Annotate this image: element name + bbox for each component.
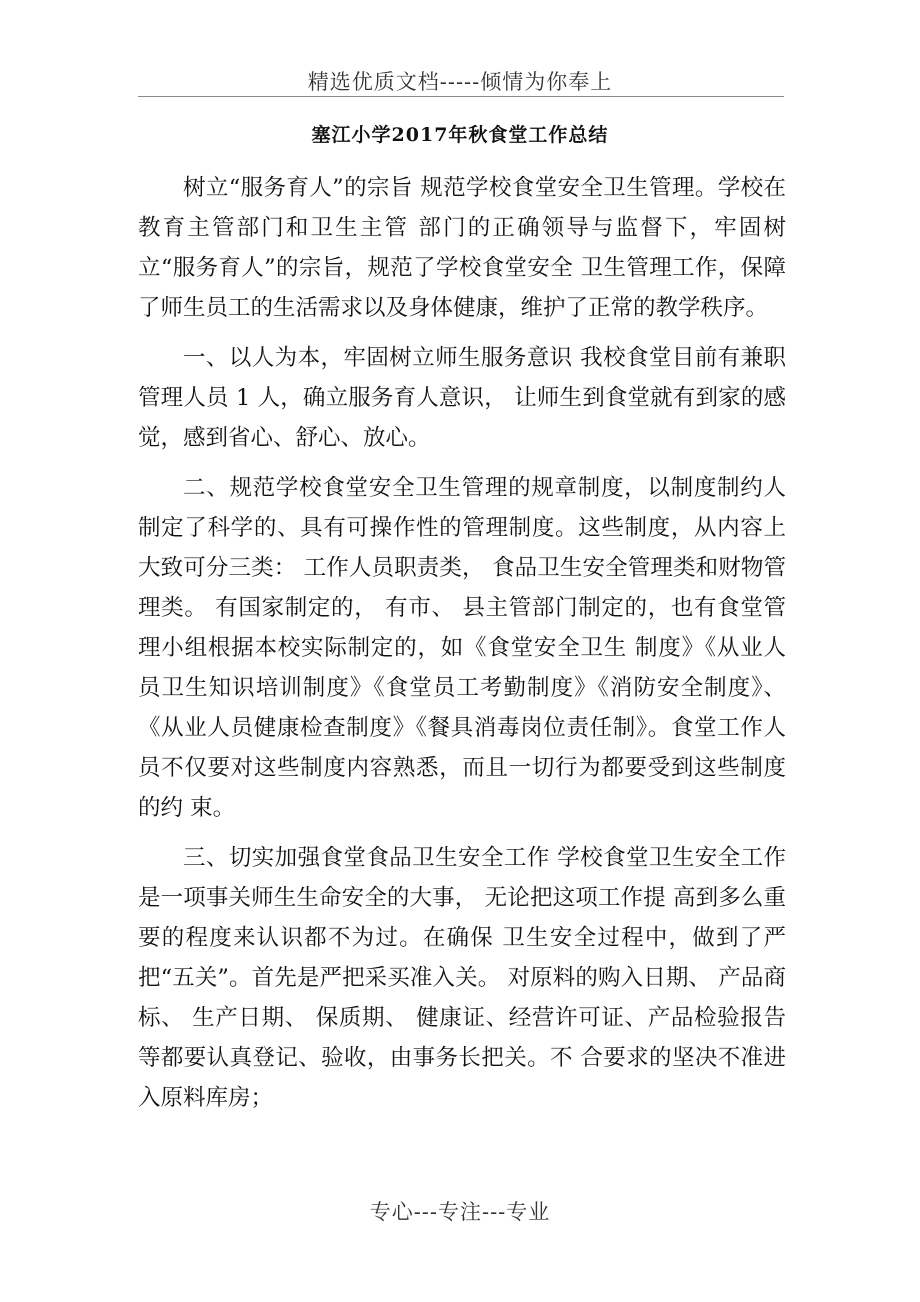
paragraph-section-1: 一、以人为本，牢固树立师生服务意识 我校食堂目前有兼职管理人员 1 人，确立服务育人意识， 让师生到食堂就有到家的感觉，感到省心、舒心、放心。 — [138, 345, 786, 451]
header-divider — [138, 96, 784, 97]
page-footer: 专心---专注---专业 — [369, 1200, 551, 1224]
paragraph-section-2: 二、规范学校食堂安全卫生管理的规章制度，以制度制约人 制定了科学的、具有可操作性的管理制度。这些制度，从内容上大致可分三类： 工作人员职责类， 食品卫生安全管理类和财物管理类。 有国家制定的， 有市、 县主管部门制定的，也有食堂管理小组根据本校实际制定的，如《食堂安全卫生 制度》《从业人员卫生知识培训制度》《食堂员工考勤制度》《消防安全制度》、《从业人员健康检查制度》《餐具消毒岗位责任制》。食堂工作人员不仅要对这些制度内容熟悉，而且一切行为都要受到这些制度的约 束。 — [138, 475, 786, 821]
document-body — [138, 168, 786, 1128]
paragraph-section-3: 三、切实加强食堂食品卫生安全工作 学校食堂卫生安全工作是一项事关师生生命安全的大事， 无论把这项工作提 高到多么重要的程度来认识都不为过。在确保 卫生安全过程中，做到了严把“五关”。首先是严把采买准入关。 对原料的购入日期、 产品商标、 生产日期、 保质期、 健康证、经营许可证、产品检验报告等都要认真登记、验收，由事务长把关。不 合要求的坚决不准进入原料库房； — [138, 845, 786, 1111]
document-title: 塞江小学2017年秋食堂工作总结 — [311, 124, 609, 146]
page-header: 精选优质文档-----倾情为你奉上 — [307, 70, 613, 94]
paragraph-intro: 树立“服务育人”的宗旨 规范学校食堂安全卫生管理。学校在教育主管部门和卫生主管 部门的正确领导与监督下，牢固树立“服务育人”的宗旨，规范了学校食堂安全 卫生管理工作，保障了师生员工的生活需求以及身体健康，维护了正常的教学秩序。 — [138, 175, 786, 321]
